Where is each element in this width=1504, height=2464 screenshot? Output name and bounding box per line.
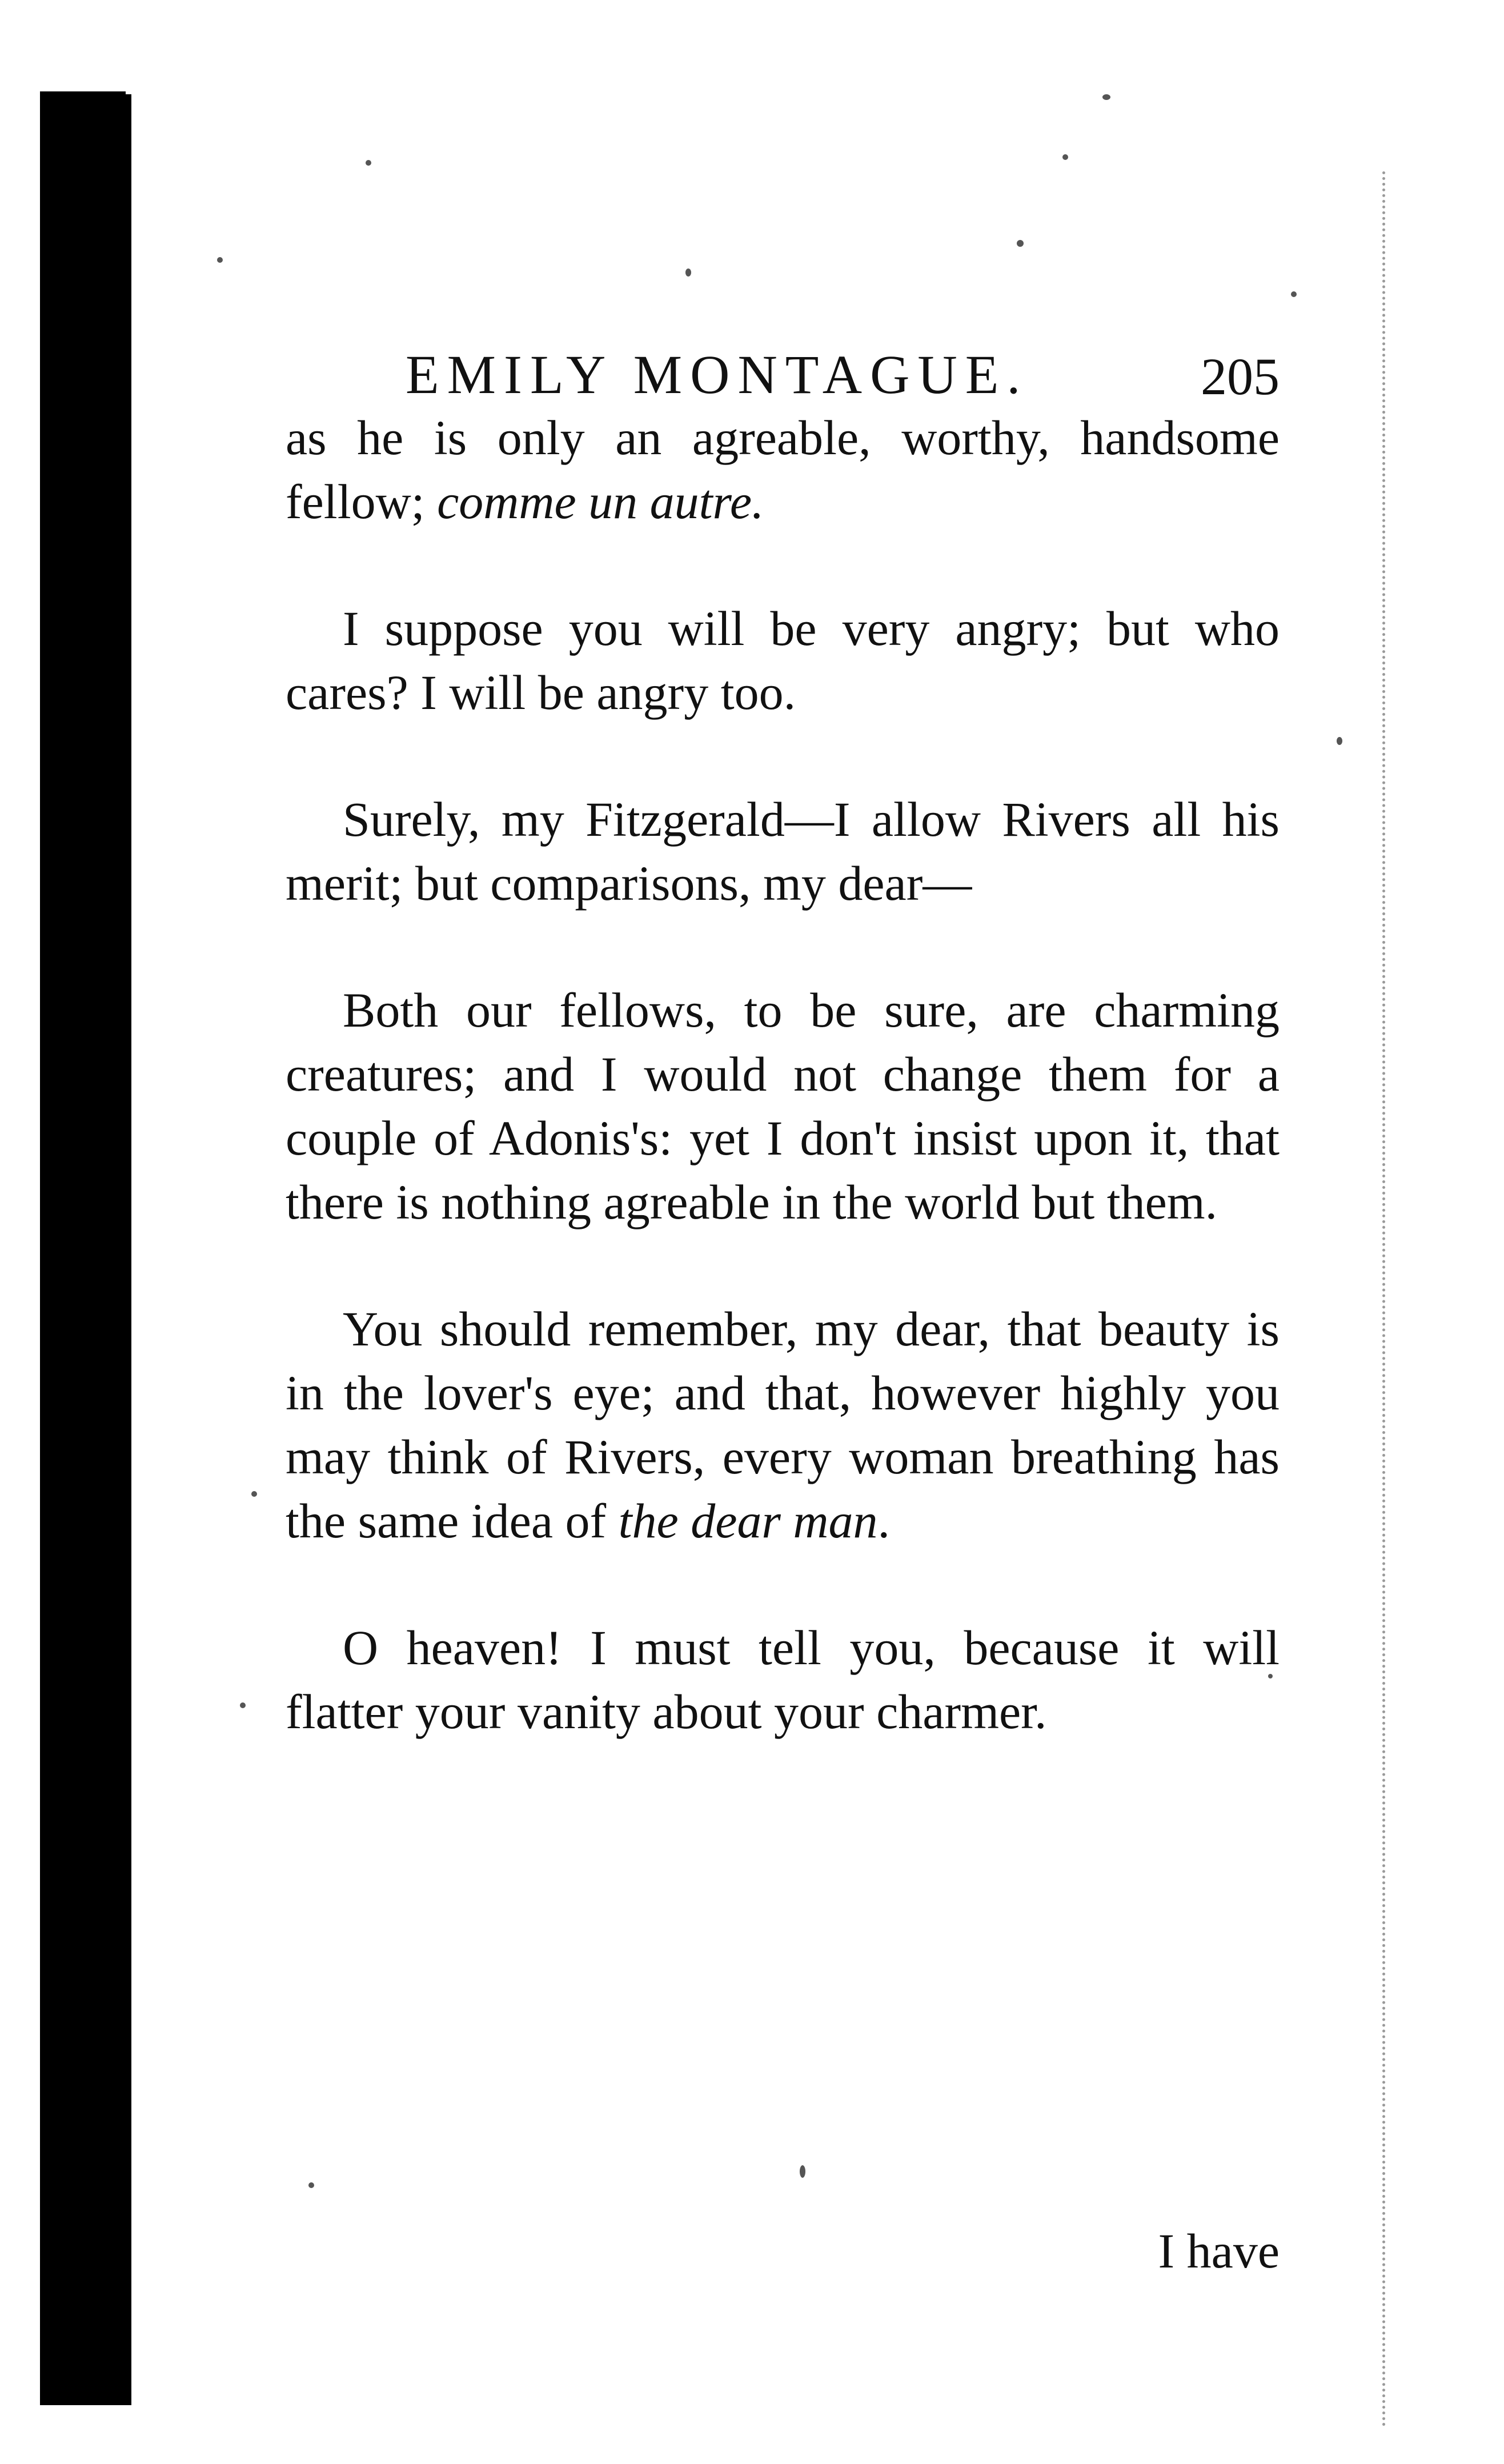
- running-head: [286, 320, 1280, 406]
- paragraph: [286, 787, 1280, 915]
- catchword: I have: [1158, 2223, 1280, 2278]
- ink-speck: [685, 269, 691, 277]
- paragraph: [286, 1297, 1280, 1553]
- ink-speck: [251, 1491, 257, 1497]
- paragraph-text-end: .: [877, 1493, 890, 1548]
- ink-speck: [1062, 154, 1068, 160]
- paragraph-italic: the dear man: [618, 1493, 878, 1548]
- paragraph-continued: [286, 406, 1280, 534]
- ink-speck: [217, 257, 223, 263]
- paragraph: [286, 1616, 1280, 1744]
- paragraph-text: Surely, my Fitzgerald—I allow Rivers all his merit; but comparisons, my dear—: [286, 792, 1280, 911]
- gutter-shadow: [40, 94, 131, 2405]
- ink-speck: [366, 160, 371, 166]
- paragraph: [286, 596, 1280, 724]
- show-through-margin: [1382, 171, 1385, 2428]
- paragraph: [286, 978, 1280, 1234]
- running-title: EMILY MONTAGUE.: [406, 344, 1029, 405]
- ink-speck: [1337, 737, 1342, 745]
- ink-speck: [240, 1702, 246, 1708]
- page-number: 205: [1201, 347, 1280, 406]
- ink-speck: [800, 2165, 805, 2178]
- paragraph-text: O heaven! I must tell you, because it will flatter your vanity about your charmer.: [286, 1620, 1280, 1739]
- ink-speck: [1291, 291, 1297, 297]
- paragraph-text: Both our fellows, to be sure, are charming creatures; and I would not change them for a couple of Adonis's: yet I don't insist upon it, that there is nothing agreable in the world but them.: [286, 983, 1280, 1229]
- paragraph-text: as he is only an agreable, worthy, handsome fellow;: [286, 410, 1280, 529]
- ink-speck: [1017, 240, 1024, 247]
- ink-speck: [308, 2182, 314, 2188]
- paragraph-italic: comme un autre.: [437, 474, 764, 529]
- paragraph-text: You should remember, my dear, that beauty is in the lover's eye; and that, however highly you may think of Rivers, every woman breathing has the same idea of: [286, 1301, 1280, 1548]
- paragraph-text: I suppose you will be very angry; but who cares? I will be angry too.: [286, 601, 1280, 720]
- ink-speck: [1102, 94, 1110, 100]
- book-page: [286, 320, 1280, 2278]
